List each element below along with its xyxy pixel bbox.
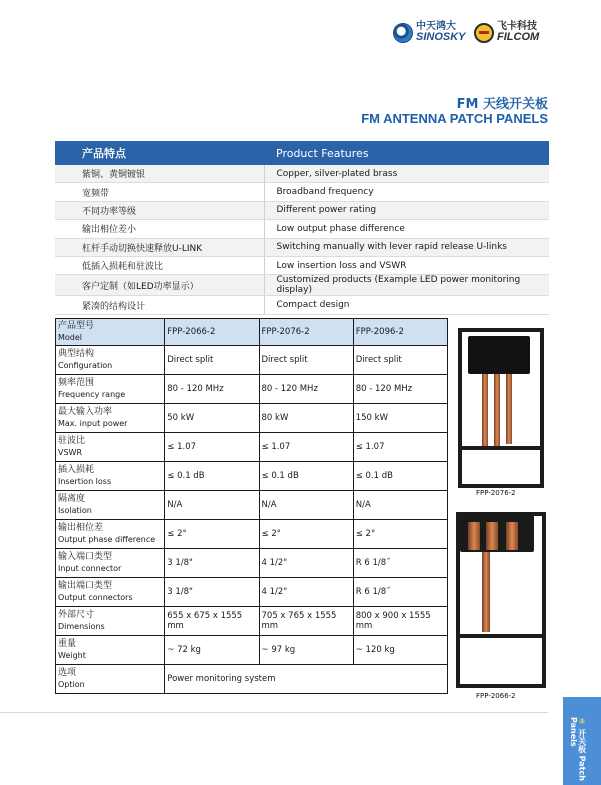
option-label-cn: 选项 xyxy=(58,668,77,679)
features-header-row xyxy=(55,141,549,165)
spec-value: ≤ 1.07 xyxy=(165,433,259,462)
spec-row xyxy=(56,607,448,636)
model-label-en: Model xyxy=(58,332,83,342)
spec-label xyxy=(56,636,165,665)
features-header-cn: 产品特点 xyxy=(55,141,264,165)
spec-label-en: Output phase difference xyxy=(58,534,156,544)
feature-row xyxy=(55,220,549,238)
copper-pipe xyxy=(468,522,480,550)
filcom-logo-cn: 飞卡科技 xyxy=(497,21,537,32)
spec-label-en: Isolation xyxy=(58,505,92,515)
section-number: ⑤ xyxy=(577,717,587,726)
feature-row xyxy=(55,165,549,183)
copper-pipe xyxy=(506,374,512,444)
sinosky-logo-cn: 中天鸿大 xyxy=(416,21,456,32)
spec-value: Direct split xyxy=(259,346,353,375)
spec-label-en: Input connector xyxy=(58,563,122,573)
spec-value: ≤ 2° xyxy=(165,520,259,549)
feature-en: Broadband frequency xyxy=(264,183,549,201)
spec-value: 80 - 120 MHz xyxy=(259,375,353,404)
spec-value: R 6 1/8˝ xyxy=(353,578,447,607)
model-name: FPP-2076-2 xyxy=(259,319,353,346)
spec-row xyxy=(56,346,448,375)
divider xyxy=(0,712,548,713)
spec-value: 4 1/2" xyxy=(259,549,353,578)
spec-value: 3 1/8" xyxy=(165,578,259,607)
spec-label-cn: 驻波比 xyxy=(58,436,86,447)
spec-row xyxy=(56,520,448,549)
spec-value: N/A xyxy=(165,491,259,520)
section-tab-label xyxy=(568,717,586,785)
spec-label-en: Dimensions xyxy=(58,621,105,631)
filcom-logo-en: FILCOM xyxy=(497,31,540,43)
spec-value: ≤ 0.1 dB xyxy=(353,462,447,491)
spec-label-cn: 插入损耗 xyxy=(58,465,95,476)
feature-en: Customized products (Example LED power monitoring display) xyxy=(264,275,549,296)
spec-label-en: VSWR xyxy=(58,447,83,457)
spec-value: ≤ 2° xyxy=(259,520,353,549)
model-name: FPP-2066-2 xyxy=(165,319,259,346)
spec-label xyxy=(56,520,165,549)
spec-label-cn: 输出端口类型 xyxy=(58,581,113,592)
spec-label-cn: 频率范围 xyxy=(58,378,95,389)
spec-value: ≤ 2° xyxy=(353,520,447,549)
feature-row xyxy=(55,296,549,314)
spec-label xyxy=(56,549,165,578)
sinosky-logo-en: SINOSKY xyxy=(416,31,466,43)
spec-value: ~ 120 kg xyxy=(353,636,447,665)
product-caption: FPP-2066-2 xyxy=(476,692,516,700)
filcom-logo xyxy=(474,22,539,43)
section-tab-en: Patch Panels xyxy=(568,717,587,781)
page-title-en: FM ANTENNA PATCH PANELS xyxy=(361,111,548,126)
spec-value: 655 x 675 x 1555 mm xyxy=(165,607,259,636)
spec-value: Direct split xyxy=(165,346,259,375)
feature-en: Different power rating xyxy=(264,201,549,219)
option-label-en: Option xyxy=(58,679,85,689)
spec-row xyxy=(56,636,448,665)
spec-label-cn: 重量 xyxy=(58,639,77,650)
spec-label-cn: 输入端口类型 xyxy=(58,552,113,563)
spec-value: ≤ 0.1 dB xyxy=(259,462,353,491)
spec-row xyxy=(56,578,448,607)
feature-en: Copper, silver-plated brass xyxy=(264,165,549,183)
page-title-cn: FM 天线开关板 xyxy=(456,97,548,112)
spec-label xyxy=(56,491,165,520)
product-image-fpp-2066-2 xyxy=(452,508,548,686)
sinosky-logo-icon xyxy=(393,23,413,43)
feature-cn: 紫铜、黄铜镀银 xyxy=(55,165,264,183)
spec-label-en: Max. input power xyxy=(58,418,128,428)
spec-label xyxy=(56,375,165,404)
spec-value: 800 x 900 x 1555 mm xyxy=(353,607,447,636)
spec-value: ~ 97 kg xyxy=(259,636,353,665)
feature-cn: 客户定制（如LED功率显示） xyxy=(55,275,264,296)
spec-row xyxy=(56,433,448,462)
copper-pipe xyxy=(506,522,518,550)
switch-unit xyxy=(468,336,530,374)
spec-label xyxy=(56,578,165,607)
spec-row xyxy=(56,375,448,404)
spec-label-en: Insertion loss xyxy=(58,476,112,486)
feature-row xyxy=(55,275,549,296)
spec-row xyxy=(56,549,448,578)
feature-cn: 输出相位差小 xyxy=(55,220,264,238)
feature-row xyxy=(55,183,549,201)
feature-row xyxy=(55,201,549,219)
model-name: FPP-2096-2 xyxy=(353,319,447,346)
copper-pipe xyxy=(482,552,490,632)
spec-label-en: Weight xyxy=(58,650,86,660)
product-caption: FPP-2076-2 xyxy=(476,489,516,497)
spec-value: R 6 1/8˝ xyxy=(353,549,447,578)
section-tab-cn: 开关板 xyxy=(577,728,587,753)
model-label xyxy=(56,319,165,346)
option-label xyxy=(56,665,165,694)
option-value: Power monitoring system xyxy=(165,665,448,694)
option-row xyxy=(56,665,448,694)
filcom-logo-icon xyxy=(474,23,494,43)
spec-row xyxy=(56,462,448,491)
spec-value: 3 1/8" xyxy=(165,549,259,578)
feature-en: Compact design xyxy=(264,296,549,314)
spec-row xyxy=(56,404,448,433)
model-label-cn: 产品型号 xyxy=(58,321,95,332)
rack-shelf xyxy=(458,634,542,638)
spec-value: N/A xyxy=(353,491,447,520)
rack-shelf xyxy=(460,446,540,450)
spec-value: 80 - 120 MHz xyxy=(165,375,259,404)
product-image-fpp-2076-2 xyxy=(456,320,548,485)
spec-value: Direct split xyxy=(353,346,447,375)
spec-label-cn: 外部尺寸 xyxy=(58,610,95,621)
spec-value: ≤ 1.07 xyxy=(259,433,353,462)
spec-label-cn: 隔离度 xyxy=(58,494,86,505)
feature-en: Low output phase difference xyxy=(264,220,549,238)
features-table xyxy=(55,141,549,315)
feature-en: Switching manually with lever rapid release U-links xyxy=(264,238,549,256)
spec-label-en: Configuration xyxy=(58,360,113,370)
spec-value: 705 x 765 x 1555 mm xyxy=(259,607,353,636)
feature-en: Low insertion loss and VSWR xyxy=(264,256,549,274)
spec-value: 50 kW xyxy=(165,404,259,433)
feature-cn: 不同功率等级 xyxy=(55,201,264,219)
spec-label xyxy=(56,346,165,375)
specs-header-row xyxy=(56,319,448,346)
copper-pipe xyxy=(494,374,500,450)
feature-row xyxy=(55,238,549,256)
spec-label xyxy=(56,404,165,433)
spec-label-cn: 输出相位差 xyxy=(58,523,104,534)
spec-value: ≤ 1.07 xyxy=(353,433,447,462)
spec-label xyxy=(56,462,165,491)
spec-value: 80 kW xyxy=(259,404,353,433)
spec-label xyxy=(56,607,165,636)
features-header-en: Product Features xyxy=(264,141,549,165)
spec-row xyxy=(56,491,448,520)
specs-table xyxy=(55,318,448,694)
spec-label-cn: 最大输入功率 xyxy=(58,407,113,418)
spec-value: 4 1/2" xyxy=(259,578,353,607)
copper-pipe xyxy=(486,522,498,550)
feature-cn: 杠杆手动切换快速释放U-LINK xyxy=(55,238,264,256)
spec-label-en: Frequency range xyxy=(58,389,126,399)
feature-cn: 紧凑的结构设计 xyxy=(55,296,264,314)
spec-label-cn: 典型结构 xyxy=(58,349,95,360)
feature-cn: 低插入损耗和驻波比 xyxy=(55,256,264,274)
spec-label xyxy=(56,433,165,462)
spec-value: ~ 72 kg xyxy=(165,636,259,665)
feature-row xyxy=(55,256,549,274)
spec-value: N/A xyxy=(259,491,353,520)
spec-value: ≤ 0.1 dB xyxy=(165,462,259,491)
feature-cn: 宽频带 xyxy=(55,183,264,201)
spec-label-en: Output connectors xyxy=(58,592,133,602)
spec-value: 80 - 120 MHz xyxy=(353,375,447,404)
copper-pipe xyxy=(482,374,488,450)
spec-value: 150 kW xyxy=(353,404,447,433)
sinosky-logo xyxy=(393,22,466,43)
